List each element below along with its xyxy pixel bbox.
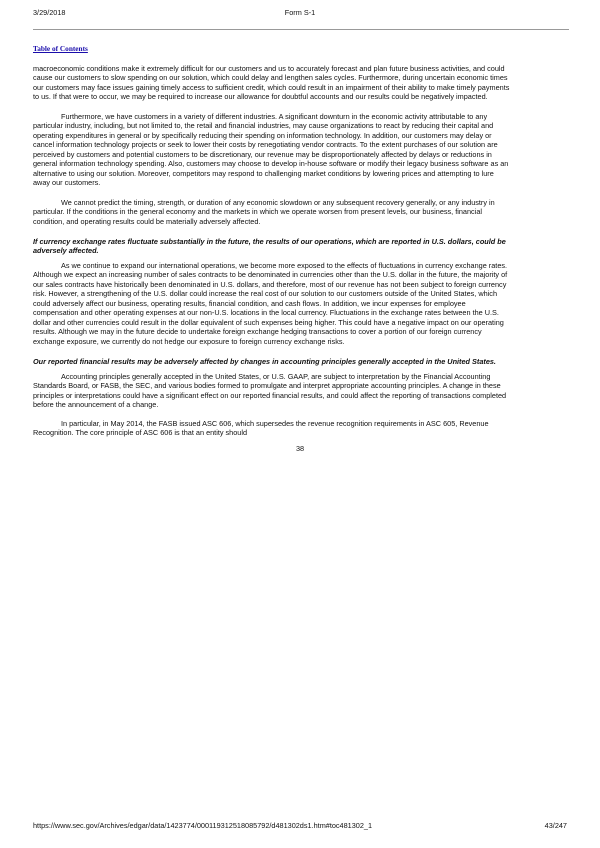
text-line: If currency exchange rates fluctuate substantially in the future, the results of our operations, which are reported in U.S. dollars, could be (33, 237, 506, 246)
text-line: Furthermore, we have customers in a variety of different industries. A significant downturn in the economic activity attributable to any (61, 112, 488, 121)
text-line: Our reported financial results may be adversely affected by changes in accounting principles generally accepted in the United States. (33, 357, 496, 366)
paragraph (33, 261, 569, 346)
paragraph (33, 64, 569, 102)
text-line: condition, and operating results could be materially adversely affected. (33, 216, 261, 226)
text-line: to us. If that were to occur, we may be required to increase our allowance for doubtful accounts and our results could be negatively impacted. (33, 92, 488, 102)
text-line: Recognition. The core principle of ASC 606 is that an entity should (33, 428, 248, 438)
text-line: As we continue to expand our international operations, we become more exposed to the effects of fluctuations in currency exchange rates. (61, 261, 508, 270)
text-line: before the announcement of a change. (33, 400, 159, 410)
footer-page-count: 43/247 (544, 821, 567, 830)
footer-url[interactable]: https://www.sec.gov/Archives/edgar/data/1423774/000119312518085792/d481302ds1.htm#toc481302_1 (33, 821, 373, 830)
text-line: particular industry, including, but not limited to, the retail and financial industries, may cause organizations to react by reducing their capital and (33, 121, 494, 131)
text-line: particular. If the conditions in the general economy and the markets in which we operate worsen from present levels, our business, financial (33, 207, 482, 217)
header-date: 3/29/2018 (33, 8, 66, 17)
text-line: compensation and other operating expenses at our non-U.S. locations in the local currency. Fluctuations in the exchange rates between the U.S. (33, 308, 499, 318)
page-number: 38 (295, 444, 305, 453)
text-line: principles or interpretations could have a significant effect on our reported financial results, and could affect the reporting of transactions completed (33, 390, 507, 400)
paragraph (33, 198, 569, 226)
section-heading (33, 357, 569, 366)
text-line: Standards Board, or FASB, the SEC, and various bodies formed to promulgate and interpret appropriate accounting principles. A change in these (33, 381, 501, 391)
text-line: away our customers. (33, 178, 101, 188)
text-line: cancel information technology projects or seek to lower their costs by renegotiating vendor contracts. To the extent purchases of our solution are (33, 140, 498, 150)
section-heading (33, 237, 569, 256)
paragraph (33, 372, 569, 410)
table-of-contents-link[interactable]: Table of Contents (33, 44, 88, 53)
paragraph (33, 112, 569, 188)
text-line: risk. However, a strengthening of the U.S. dollar could increase the real cost of our solution to our customers outside of the United States, which (33, 289, 498, 299)
text-line: macroeconomic conditions make it extremely difficult for our customers and us to accurately forecast and plan future business activities, and could (33, 64, 505, 73)
text-line: In particular, in May 2014, the FASB issued ASC 606, which supersedes the revenue recognition requirements in ASC 605, Revenue (61, 419, 489, 428)
text-line: operating expenditures in general or by specifically reducing their spending on information technology. In addition, our customers may delay or (33, 130, 492, 140)
text-line: could adversely affect our business, operating results, financial condition, and cash flows. In addition, we incur expenses for employee (33, 298, 466, 308)
text-line: Although we expect an increasing number of sales contracts to be denominated in currencies other than the U.S. dollar in the future, the majority of (33, 270, 508, 280)
text-line: dollar and other currencies could result in the dollar equivalent of such expenses being higher. This could have a negative impact on our operating (33, 317, 504, 327)
paragraph (33, 419, 569, 438)
text-line: Accounting principles generally accepted in the United States, or U.S. GAAP, are subject to interpretation by the Financial Accounting (61, 372, 491, 381)
text-line: our customers may face issues gaining timely access to sufficient credit, which could result in an impairment of their ability to make timely payments (33, 82, 510, 92)
text-line: exchange exposure, we currently do not hedge our exposure to foreign currency exchange risks. (33, 336, 345, 346)
text-line: perceived by customers and potential customers to be discretionary, our revenue may be disproportionately affected by delays or reductions in (33, 149, 492, 159)
text-line: alternative to using our solution. Moreover, competitors may respond to challenging market conditions by lowering prices and attempting to lure (33, 168, 494, 178)
text-line: We cannot predict the timing, strength, or duration of any economic slowdown or any subsequent recovery generally, or any industry in (61, 198, 495, 207)
text-line: results. Although we may in the future decide to undertake foreign exchange hedging transactions to cover a portion of our foreign currency (33, 327, 482, 337)
text-line: cause our customers to slow spending on our solution, which could delay and lengthen sales cycles. Furthermore, during uncertain economic times (33, 73, 508, 83)
header-title: Form S-1 (284, 8, 316, 17)
text-line: adversely affected. (33, 246, 99, 256)
header-divider (33, 29, 569, 30)
text-line: our sales contracts have historically been denominated in U.S. dollars, and therefore, most of our revenue has not been subject to foreign currency (33, 279, 507, 289)
text-line: general information technology spending. Also, customers may choose to develop in-house software or modify their legacy business software as an (33, 159, 509, 169)
